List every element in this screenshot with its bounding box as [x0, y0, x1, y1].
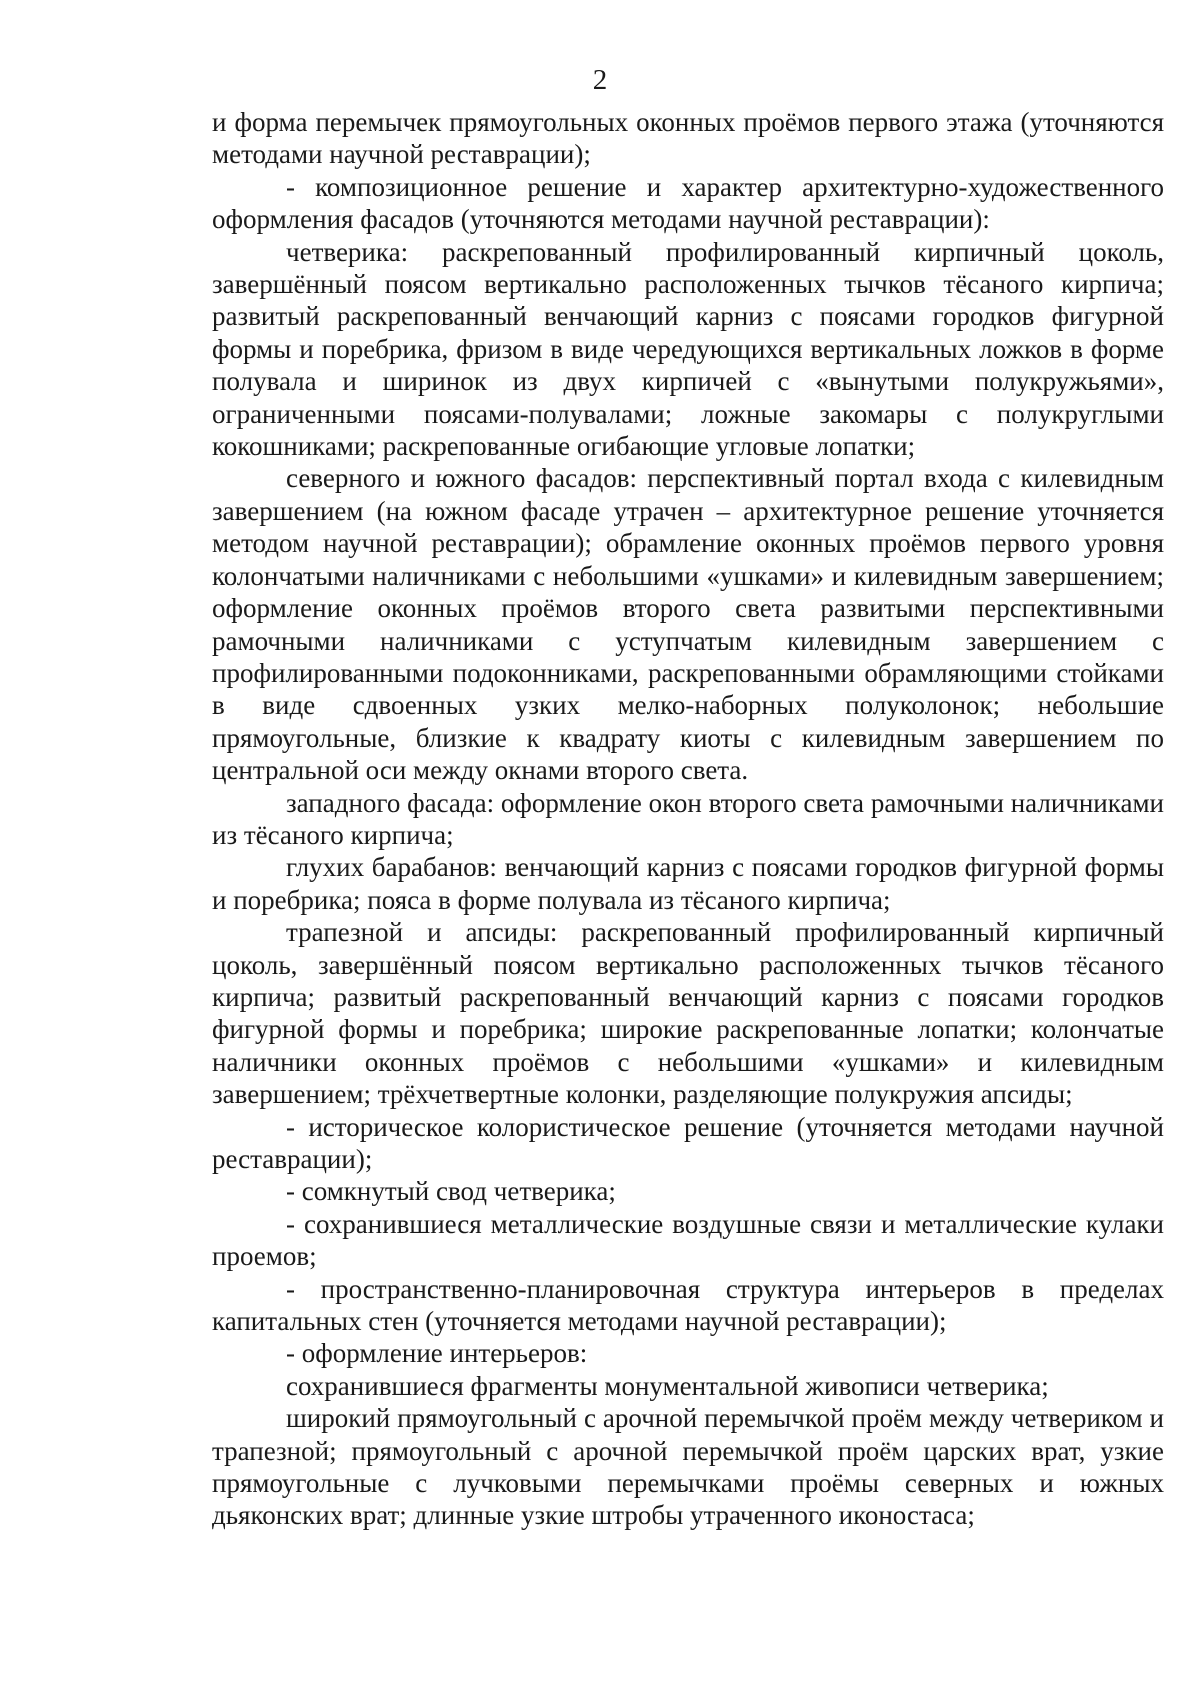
paragraph-facade-composition: - композиционное решение и характер архитектурно-художественного оформления фасадов (уточняются методами научной реставрации):: [212, 171, 1164, 235]
paragraph-murals: сохранившиеся фрагменты монументальной живописи четверика;: [286, 1370, 1049, 1401]
paragraph-west-facade: западного фасада: оформление окон второго света рамочными наличниками из тёсаного кирпича;: [212, 787, 1164, 850]
paragraph-interior-design: - оформление интерьеров:: [286, 1338, 588, 1369]
document-body: [212, 106, 1164, 1532]
page-number: 2: [592, 64, 608, 96]
paragraph-metal-ties: - сохранившиеся металлические воздушные связи и металлические кулаки проемов;: [212, 1208, 1164, 1272]
paragraph-blind-drums: глухих барабанов: венчающий карниз с поясами городков фигурной формы и поребрика; пояса в форме полувала из тёсаного кирпича;: [212, 852, 1164, 915]
paragraph-chetverik: четверика: раскрепованный профилированный кирпичный цоколь, завершённый поясом вертикально расположенных тычков тёсаного кирпича; развитый раскрепованный венчающий карниз с поясами городков фигурной формы и поребрика, фризом в виде чередующихся вертикальных ложков в форме полувала и ширинок из двух кирпичей с «вынутыми полукружьями», ограниченными поясами-полувалами; ложные закомары с полукруглыми кокошниками; раскрепованные огибающие угловые лопатки;: [212, 236, 1164, 462]
paragraph-north-south-facades: северного и южного фасадов: перспективный портал входа с килевидным завершением (на южном фасаде утрачен – архитектурное решение уточняется методом научной реставрации); обрамление оконных проёмов первого уровня колончатыми наличниками с небольшими «ушками» и килевидным завершением; оформление оконных проёмов второго света развитыми перспективными рамочными наличниками с уступчатым килевидным завершением с профилированными подоконниками, раскрепованными обрамляющими стойками в виде сдвоенных узких мелко-наборных полуколонок; небольшие прямоугольные, близкие к квадрату киоты с килевидным завершением по центральной оси между окнами второго света.: [212, 463, 1164, 786]
paragraph-closed-vault: - сомкнутый свод четверика;: [286, 1176, 616, 1207]
paragraph-openings: широкий прямоугольный с арочной перемычкой проём между четвериком и трапезной; прямоугольный с арочной перемычкой проём царских врат, узкие прямоугольные с лучковыми перемычками проёмы северных и южных дьяконских врат; длинные узкие штробы утраченного иконостаса;: [212, 1403, 1164, 1531]
paragraph-refectory-apse: трапезной и апсиды: раскрепованный профилированный кирпичный цоколь, завершённый поясом вертикально расположенных тычков тёсаного кирпича; развитый раскрепованный венчающий карниз с поясами городков фигурной формы и поребрика; широкие раскрепованные лопатки; колончатые наличники оконных проёмов с небольшими «ушками» и килевидным завершением; трёхчетвертные колонки, разделяющие полукружия апсиды;: [212, 917, 1164, 1110]
paragraph-window-lintels: и форма перемычек прямоугольных оконных проёмов первого этажа (уточняются методами научной реставрации);: [212, 107, 1164, 170]
paragraph-spatial-structure: - пространственно-планировочная структура интерьеров в пределах капитальных стен (уточняется методами научной реставрации);: [212, 1273, 1164, 1337]
paragraph-color-scheme: - историческое колористическое решение (уточняется методами научной реставрации);: [212, 1111, 1164, 1174]
